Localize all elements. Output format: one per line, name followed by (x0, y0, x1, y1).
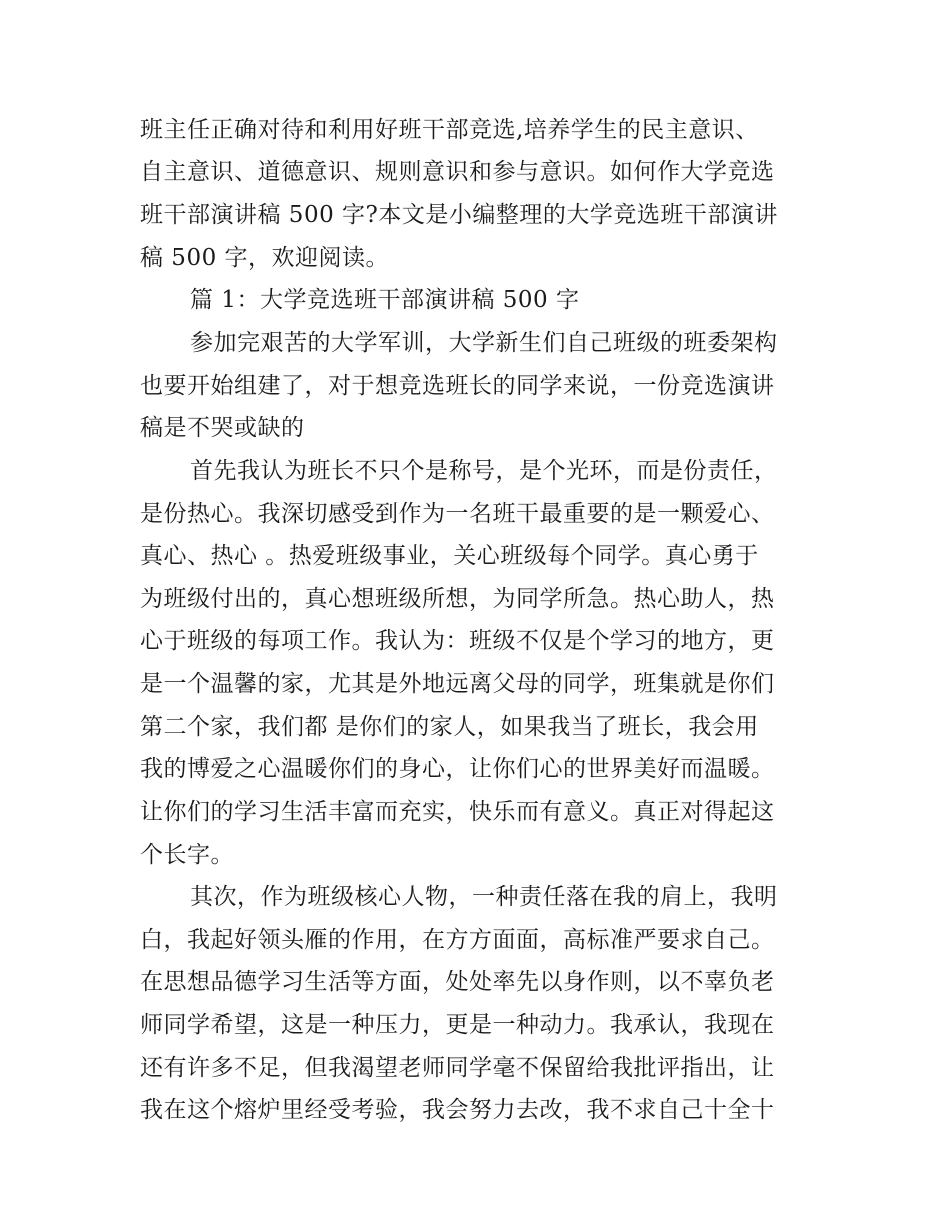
text-line: 稿是不哭或缺的 (140, 415, 305, 441)
text-line: 个长字。 (140, 842, 234, 868)
text-line: 班干部演讲稿 500 字?本文是小编整理的大学竞选班干部演讲 (140, 202, 778, 228)
text-line: 师同学希望，这是一种压力，更是一种动力。我承认，我现在 (140, 1012, 775, 1038)
text-line: 班主任正确对待和利用好班干部竞选,培养学生的民主意识、 (140, 117, 759, 143)
text-line: 是份热心。我深切感受到作为一名班干最重要的是一颗爱心、 (140, 501, 775, 527)
text-line: 第二个家，我们都 是你们的家人，如果我当了班长，我会用 (140, 714, 759, 740)
section-heading: 篇 1：大学竞选班干部演讲稿 500 字 (190, 287, 580, 313)
text-line: 自主意识、道德意识、规则意识和参与意识。如何作大学竞选 (140, 159, 775, 185)
text-line: 我在这个熔炉里经受考验，我会努力去改，我不求自己十全十 (140, 1097, 775, 1123)
text-line: 是一个温馨的家，尤其是外地远离父母的同学，班集就是你们 (140, 671, 775, 697)
text-line: 其次，作为班级核心人物，一种责任落在我的肩上，我明 (190, 884, 778, 910)
text-line: 真心、热心 。热爱班级事业，关心班级每个同学。真心勇于 (140, 543, 759, 569)
text-line: 参加完艰苦的大学军训，大学新生们自己班级的班委架构 (190, 330, 778, 356)
text-line: 为班级付出的，真心想班级所想，为同学所急。热心助人，热 (140, 586, 775, 612)
text-line: 在思想品德学习生活等方面，处处率先以身作则，以不辜负老 (140, 969, 775, 995)
text-line: 白，我起好领头雁的作用，在方方面面，高标准严要求自己。 (140, 927, 775, 953)
text-line: 还有许多不足，但我渴望老师同学毫不保留给我批评指出，让 (140, 1055, 775, 1081)
text-line: 我的博爱之心温暖你们的身心，让你们心的世界美好而温暖。 (140, 756, 775, 782)
text-line: 让你们的学习生活丰富而充实，快乐而有意义。真正对得起这 (140, 799, 775, 825)
text-line: 稿 500 字，欢迎阅读。 (140, 245, 390, 271)
text-line: 首先我认为班长不只个是称号，是个光环，而是份责任， (190, 458, 778, 484)
text-line: 心于班级的每项工作。我认为：班级不仅是个学习的地方，更 (140, 628, 775, 654)
text-line: 也要开始组建了，对于想竞选班长的同学来说，一份竞选演讲 (140, 373, 775, 399)
